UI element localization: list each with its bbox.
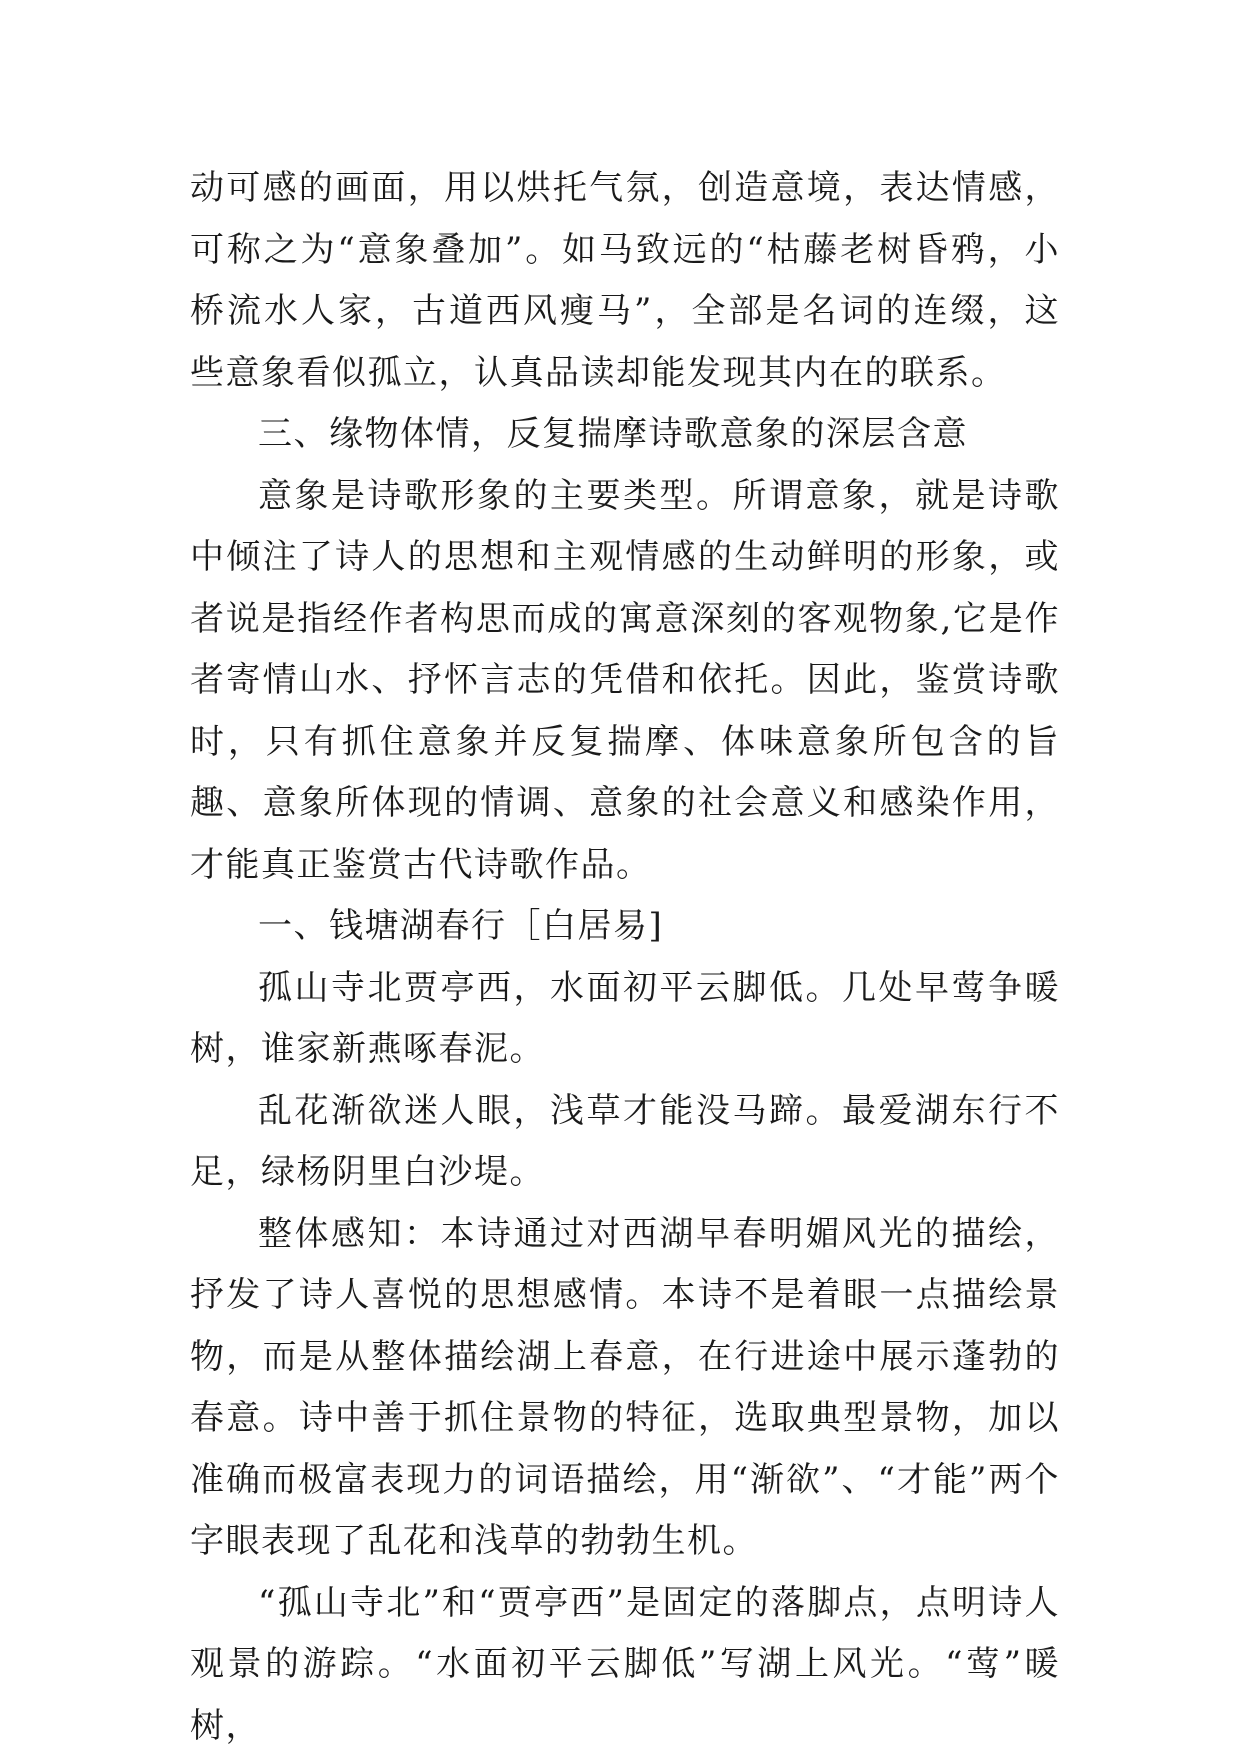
section-heading-three: 三、缘物体情，反复揣摩诗歌意象的深层含意 [190,404,1060,466]
poem-stanza-2: 乱花渐欲迷人眼，浅草才能没马蹄。最爱湖东行不足，绿杨阴里白沙堤。 [190,1081,1060,1204]
paragraph-analysis: “孤山寺北”和“贾亭西”是固定的落脚点，点明诗人观景的游踪。“水面初平云脚低”写湖上风光。“莺”暖树， [190,1573,1060,1757]
poem-stanza-1: 孤山寺北贾亭西，水面初平云脚低。几处早莺争暖树，谁家新燕啄春泥。 [190,958,1060,1081]
document-body [190,158,1060,1757]
paragraph-imagery-definition: 意象是诗歌形象的主要类型。所谓意象，就是诗歌中倾注了诗人的思想和主观情感的生动鲜明的形象，或者说是指经作者构思而成的寓意深刻的客观物象,它是作者寄情山水、抒怀言志的凭借和依托。因此，鉴赏诗歌时，只有抓住意象并反复揣摩、体味意象所包含的旨趣、意象所体现的情调、意象的社会意义和感染作用，才能真正鉴赏古代诗歌作品。 [190,466,1060,897]
paragraph-overall-perception: 整体感知：本诗通过对西湖早春明媚风光的描绘，抒发了诗人喜悦的思想感情。本诗不是着眼一点描绘景物，而是从整体描绘湖上春意，在行进途中展示蓬勃的春意。诗中善于抓住景物的特征，选取典型景物，加以准确而极富表现力的词语描绘，用“渐欲”、“才能”两个字眼表现了乱花和浅草的勃勃生机。 [190,1204,1060,1573]
paragraph-intro-continued: 动可感的画面，用以烘托气氛，创造意境，表达情感，可称之为“意象叠加”。如马致远的“枯藤老树昏鸦，小桥流水人家，古道西风瘦马”，全部是名词的连缀，这些意象看似孤立，认真品读却能发现其内在的联系。 [190,158,1060,404]
poem-title: 一、钱塘湖春行［白居易] [190,896,1060,958]
